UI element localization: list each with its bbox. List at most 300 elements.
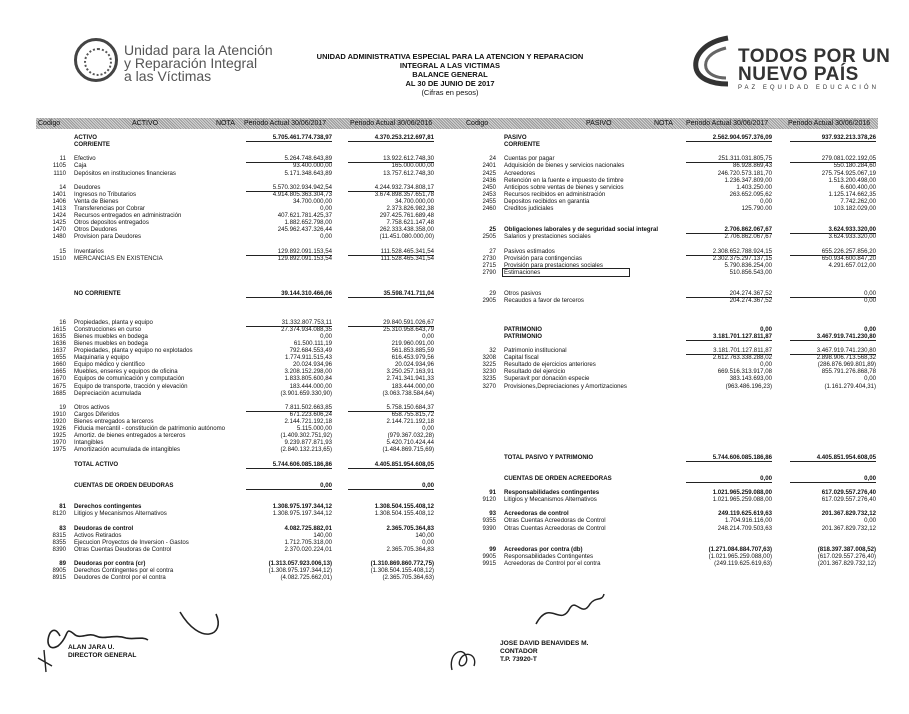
col-actual: Periodo Actual 30/06/2017 xyxy=(244,120,327,127)
prior-period-value: 4.405.851.954.608,05 xyxy=(348,461,434,469)
account-code: 9120 xyxy=(482,496,496,504)
account-code xyxy=(464,212,496,219)
colombia-seal-icon xyxy=(74,38,118,82)
current-period-value: 0,00 xyxy=(686,475,772,483)
prior-period-value: 13.922.612.748,30 xyxy=(348,155,434,163)
government-emblem-icon xyxy=(690,34,730,88)
account-label: Patrimonio institucional xyxy=(504,347,567,354)
prior-period-value: 937.932.213.378,26 xyxy=(790,134,876,142)
account-label: Deudores de Control por el contra xyxy=(74,574,166,582)
prior-period-value: 1.513.200.498,00 xyxy=(828,176,876,184)
account-code: 1660 xyxy=(52,361,66,369)
account-code: 9355 xyxy=(482,517,496,525)
account-label: Derechos Contingentes por el contra xyxy=(74,567,174,575)
current-period-value: (2.840.132.213,65) xyxy=(280,446,332,454)
account-code: 99 xyxy=(489,545,496,553)
current-period-value: 1.021.965.259.088,00 xyxy=(712,496,772,504)
account-code: 24 xyxy=(489,155,496,163)
current-period-value: 140,00 xyxy=(313,531,332,539)
accountant-signature-icon xyxy=(530,588,610,638)
current-period-value: 383.143.693,00 xyxy=(729,375,772,383)
accountant-role: CONTADOR xyxy=(500,648,538,655)
account-label: Estimaciones xyxy=(504,268,541,276)
account-code: 8915 xyxy=(52,574,66,582)
prior-period-value: 1.308.504.155.408,12 xyxy=(374,510,434,518)
current-period-value: (249.119.625.619,63) xyxy=(714,560,772,567)
account-code: 1425 xyxy=(52,219,66,227)
prior-period-value: 0,00 xyxy=(422,425,434,433)
prior-period-value: (1.161.279.404,31) xyxy=(824,382,876,390)
account-code: 8905 xyxy=(52,567,66,575)
account-code: 1413 xyxy=(52,205,66,212)
account-code: 1925 xyxy=(52,432,66,440)
account-code: 2905 xyxy=(482,297,496,305)
current-period-value: 5.705.461.774.738,97 xyxy=(246,134,332,142)
account-label: Otros Deudores xyxy=(74,226,118,234)
current-period-value: (963.486.196,23) xyxy=(725,382,772,390)
account-label: Depósitos en instituciones financieras xyxy=(74,169,176,177)
report-header xyxy=(0,0,909,108)
entity-name xyxy=(124,44,273,83)
current-period-value: (4.082.725.662,01) xyxy=(280,574,332,582)
account-code: 1910 xyxy=(52,410,66,418)
account-label: Provisión para contingencias xyxy=(504,254,582,262)
account-label: Salarios y prestaciones sociales xyxy=(504,233,591,241)
account-code: 89 xyxy=(59,560,66,567)
prior-period-value: 0,00 xyxy=(864,325,876,333)
prior-period-value: 2.741.341.941,33 xyxy=(386,375,434,383)
prior-period-value: 140,00 xyxy=(415,531,434,539)
current-period-value: (1.313.057.923.006,13) xyxy=(268,560,332,567)
account-label: Provisiones,Depreciaciones y Amortizaciones xyxy=(504,382,627,390)
account-code xyxy=(464,418,496,425)
account-label: Amortiz. de bienes entregados a terceros xyxy=(74,432,186,440)
current-period-value: 7.811.502.663,85 xyxy=(246,404,332,412)
prior-period-value: (3.063.738.584,64) xyxy=(382,389,434,397)
prior-period-value: 0,00 xyxy=(864,517,876,525)
account-code xyxy=(464,319,496,326)
account-code xyxy=(464,397,496,404)
account-label: Recursos recibidos en administración xyxy=(504,190,606,198)
account-label: TOTAL PASIVO Y PATRIMONIO xyxy=(504,453,594,461)
prior-period-value: 111.528.465.341,54 xyxy=(348,248,434,256)
prior-period-value: 5.420.710.424,44 xyxy=(386,439,434,447)
slogan-line-2: NUEVO PAÍS xyxy=(738,64,859,85)
account-code xyxy=(464,241,496,248)
account-label: Litigios y Mecanismos Alternativos xyxy=(504,496,597,504)
col-actual-2: Periodo Actual 30/06/2017 xyxy=(686,120,769,127)
prior-period-value: 20.024.934,96 xyxy=(395,361,434,369)
current-period-value: 4.082.725.882,01 xyxy=(284,524,332,532)
current-period-value: 2.144.721.192,18 xyxy=(284,418,332,425)
account-code: 9905 xyxy=(482,552,496,560)
account-code: 1675 xyxy=(52,382,66,390)
account-code: 1470 xyxy=(52,226,66,234)
account-code: 15 xyxy=(59,247,66,255)
current-period-value: 1.403.250.00 xyxy=(736,183,772,191)
account-code xyxy=(464,446,496,453)
account-label: PATRIMONIO xyxy=(504,332,543,340)
account-code: 1970 xyxy=(52,439,66,447)
account-label: Pasivos estimados xyxy=(504,247,555,255)
prior-period-value: 0,00 xyxy=(422,538,434,546)
prior-period-value: (1.484.869.715,69) xyxy=(382,446,434,454)
account-label: Deudoras de control xyxy=(74,524,134,532)
account-code xyxy=(36,461,66,468)
account-label: Transferencias por Cobrar xyxy=(74,205,145,212)
current-period-value: 1.704.916.116,00 xyxy=(725,517,772,525)
account-label: Recaudos a favor de terceros xyxy=(504,297,584,305)
current-period-value: 0,00 xyxy=(760,197,772,205)
account-label: Capital fiscal xyxy=(504,354,539,362)
account-code: 83 xyxy=(59,524,66,532)
account-code xyxy=(464,283,496,290)
col-codigo: Codigo xyxy=(38,120,61,127)
prior-period-value: 0,00 xyxy=(864,375,876,383)
account-code xyxy=(464,148,496,155)
current-period-value: 4.914.805.363.304,73 xyxy=(272,190,332,198)
account-label: Equipos de comunicación y computación xyxy=(74,375,185,383)
prior-period-value: 0,00 xyxy=(348,482,434,490)
prior-period-value: 13.757.612.748,30 xyxy=(383,169,434,177)
prior-period-value: 7.758.621.147,48 xyxy=(386,219,434,227)
account-code: 1637 xyxy=(52,347,66,354)
account-code xyxy=(36,489,66,496)
prior-period-value: 3.250.257.163,91 xyxy=(386,368,434,376)
current-period-value: 31.332.807.753,11 xyxy=(246,319,332,327)
prior-period-value: (2.365.705.364,63) xyxy=(382,574,434,582)
account-label: Otras Cuentas Acreedoras de Control xyxy=(504,517,606,525)
prior-period-value: (617.029.557.276,40) xyxy=(817,552,876,560)
account-label: Bienes muebles en bodega xyxy=(74,339,148,347)
account-code: 11 xyxy=(59,155,66,163)
slogan-line-3: PAZ EQUIDAD EDUCACIÓN xyxy=(738,85,879,91)
account-label: Bienes entregados a terceros xyxy=(74,418,154,425)
prior-period-value: 650.934.600.847,20 xyxy=(821,254,876,262)
account-label: Otros pasivos xyxy=(504,290,542,298)
report-units: (Cifras en pesos) xyxy=(421,88,479,97)
account-label: Inventarios xyxy=(74,247,104,255)
account-code xyxy=(36,397,66,404)
current-period-value: 2.302.375.297.137,15 xyxy=(712,254,772,262)
prior-period-value: 34.700.000,00 xyxy=(395,197,434,205)
current-period-value: 0,00 xyxy=(320,332,332,340)
account-label: Otras Cuentas Deudoras de Control xyxy=(74,545,172,553)
account-code xyxy=(36,141,66,148)
current-period-value: 1.236.347.809,00 xyxy=(724,176,772,184)
prior-period-value: 0,00 xyxy=(790,475,876,483)
prior-period-value: 0,00 xyxy=(422,332,434,340)
account-code xyxy=(464,432,496,439)
account-code xyxy=(36,148,66,155)
account-code: 2460 xyxy=(482,205,496,212)
account-label: Efectivo xyxy=(74,155,96,163)
account-label: Equipo médico y científico xyxy=(74,361,145,369)
entity-line-1: Unidad para la Atención xyxy=(124,42,273,58)
current-period-value: 5.570.302.934.942,54 xyxy=(246,184,332,192)
account-code xyxy=(36,276,66,283)
current-period-value: 5.744.606.085.186,86 xyxy=(246,461,332,469)
current-period-value: (3.901.659.330,90) xyxy=(280,389,332,397)
current-period-value: 248.214.709.503,63 xyxy=(717,524,772,532)
current-period-value: 3.181.701.127.811,87 xyxy=(686,333,772,341)
account-code xyxy=(464,539,496,546)
account-code: 2401 xyxy=(482,162,496,170)
col-pasivo: PASIVO xyxy=(586,120,612,127)
account-code xyxy=(464,404,496,411)
account-code: 3225 xyxy=(482,361,496,369)
account-label: CORRIENTE xyxy=(74,141,110,149)
prior-period-value: (979.367.032,28) xyxy=(387,432,434,440)
report-date: AL 30 DE JUNIO DE 2017 xyxy=(405,79,495,88)
account-label: Venta de Bienes xyxy=(74,197,119,205)
prior-period-value: (1.308.504.155.408,12) xyxy=(370,567,434,575)
report-title-block xyxy=(300,52,600,97)
prior-period-value: 3.674.898.357.651,78 xyxy=(374,190,434,198)
account-label: Adquisición de bienes y servicios nacionales xyxy=(504,162,625,170)
account-label: CORRIENTE xyxy=(504,141,540,149)
current-period-value: 5.264.748.643,89 xyxy=(246,155,332,163)
balance-body xyxy=(0,134,909,614)
prior-period-value: 1.308.504.155.408,12 xyxy=(374,503,434,511)
account-label: CUENTAS DE ORDEN DEUDORAS xyxy=(74,481,174,489)
account-label: Obligaciones laborales y de seguridad social integral xyxy=(504,226,659,234)
prior-period-value: 617.029.557.276,40 xyxy=(821,489,876,496)
account-code xyxy=(464,482,496,489)
account-code: 3235 xyxy=(482,375,496,383)
account-code: 3270 xyxy=(482,382,496,390)
account-code xyxy=(36,134,66,141)
account-label: Construcciones en curso xyxy=(74,325,142,333)
account-code xyxy=(36,517,66,524)
prior-period-value: 297.425.761.689,48 xyxy=(379,212,434,220)
account-label: Otros activos xyxy=(74,403,110,411)
account-code xyxy=(464,439,496,446)
current-period-value: 125.790.00 xyxy=(741,205,772,212)
account-label: Responsabilidades contingentes xyxy=(504,489,600,496)
current-period-value: 2.706.862.067,67 xyxy=(686,226,772,234)
account-code: 2455 xyxy=(482,197,496,205)
account-code: 2505 xyxy=(482,233,496,241)
account-code: 2715 xyxy=(482,261,496,269)
current-period-value: 792.684.553,49 xyxy=(289,347,332,354)
prior-period-value: 25.310.958.643,79 xyxy=(383,325,434,333)
account-code xyxy=(464,468,496,475)
col-activo: ACTIVO xyxy=(132,120,159,127)
account-code: 1110 xyxy=(53,169,66,177)
account-code xyxy=(36,468,66,475)
account-label: Equipo de transporte, tracción y elevación xyxy=(74,382,188,390)
prior-period-value: 29.840.591.026,67 xyxy=(348,319,434,327)
account-code: 2730 xyxy=(482,254,496,262)
current-period-value: 0,00 xyxy=(320,233,332,241)
prior-period-value: 617.029.557.276,40 xyxy=(821,496,876,504)
entity-line-2: y Reparación Integral xyxy=(124,55,258,71)
account-code: 81 xyxy=(59,503,66,511)
account-code xyxy=(464,276,496,283)
prior-period-value: 2.144.721.192,18 xyxy=(386,418,434,425)
current-period-value: (1.271.084.884.707,63) xyxy=(708,545,772,553)
col-nota: NOTA xyxy=(216,120,235,127)
current-period-value: 3.181.701.127.811,87 xyxy=(686,347,772,355)
account-code: 1615 xyxy=(52,325,66,333)
director-signature-icon xyxy=(30,606,240,676)
current-period-value: (1.308.975.197.344,12) xyxy=(268,567,332,575)
report-subtitle: BALANCE GENERAL xyxy=(412,70,488,79)
prior-period-value: 2.898.906.713.568,32 xyxy=(816,354,876,362)
current-period-value: 0,00 xyxy=(760,361,772,369)
prior-period-value: 262.333.438.358,00 xyxy=(379,226,434,234)
account-label: Creditos judiciales xyxy=(504,205,554,212)
account-label: Resultado de ejercicios anteriores xyxy=(504,361,596,369)
account-label: Otros depositos entregados xyxy=(74,219,149,227)
account-label: TOTAL ACTIVO xyxy=(74,460,119,468)
prior-period-value: 1.125.174.662,35 xyxy=(828,190,876,198)
account-code: 9915 xyxy=(482,560,496,567)
account-code xyxy=(36,496,66,503)
prior-period-value: 3.467.919.741.230,80 xyxy=(790,347,876,355)
account-code: 1670 xyxy=(52,375,66,383)
account-code xyxy=(464,304,496,311)
slogan xyxy=(738,48,890,92)
account-code xyxy=(36,297,66,304)
current-period-value: 5.744.606.085.186,86 xyxy=(686,454,772,462)
account-code: 1926 xyxy=(52,425,66,433)
account-label: Acreedoras de control xyxy=(504,510,569,518)
current-period-value: 1.308.975.197.344,12 xyxy=(272,503,332,511)
prior-period-value: 4.244.932.734.808,17 xyxy=(348,184,434,192)
accountant-tp: T.P. 73920-T xyxy=(500,656,537,663)
account-code xyxy=(36,312,66,319)
current-period-value: 510.856.543,00 xyxy=(729,268,772,276)
account-label: Amortización acumulada de intangibles xyxy=(74,446,181,454)
current-period-value: 263.652.095,62 xyxy=(729,190,772,198)
prior-period-value: 201.367.829.732,12 xyxy=(821,524,876,532)
account-code: 25 xyxy=(489,226,496,234)
account-code: 9390 xyxy=(482,524,496,532)
account-label: Caja xyxy=(74,162,87,170)
account-code xyxy=(464,326,496,333)
account-label: Provision para Deudores xyxy=(74,233,142,241)
account-label: Depositos recibidos en garantia xyxy=(504,197,590,205)
account-label: Intangibles xyxy=(74,439,104,447)
account-label: MERCANCIAS EN EXISTENCIA xyxy=(74,254,163,262)
account-code xyxy=(464,475,496,482)
current-period-value: (1.409.302.751,92) xyxy=(280,432,332,440)
prior-period-value: 4.405.851.954.608,05 xyxy=(790,454,876,462)
account-code: 1406 xyxy=(52,197,66,205)
current-period-value: 129.892.091.153,54 xyxy=(277,254,332,262)
prior-period-value: 183.444.000,00 xyxy=(391,382,434,390)
account-label: NO CORRIENTE xyxy=(74,290,121,298)
account-code xyxy=(464,461,496,468)
account-code: 8355 xyxy=(52,538,66,546)
current-period-value: 0,00 xyxy=(246,482,332,490)
account-label: Acreedoras de Control por el contra xyxy=(504,560,601,567)
director-role: DIRECTOR GENERAL xyxy=(68,652,137,659)
current-period-value: 2.308.652.788.924,15 xyxy=(686,248,772,256)
prior-period-value: 3.624.933.320,00 xyxy=(828,233,876,241)
account-label: ACTIVO xyxy=(74,134,98,141)
col-codigo-2: Codigo xyxy=(466,120,489,127)
current-period-value: 246.720.573.181,70 xyxy=(717,169,772,177)
current-period-value: 1.833.805.600,84 xyxy=(284,375,332,383)
account-label: Propiedades, planta y equipo no explotados xyxy=(74,347,193,354)
current-period-value: 3.208.152.298,00 xyxy=(284,368,332,376)
prior-period-value: 550.180.284,60 xyxy=(833,162,876,170)
account-code xyxy=(464,390,496,397)
account-code xyxy=(464,503,496,510)
account-code xyxy=(36,553,66,560)
accountant-name: JOSE DAVID BENAVIDES M. xyxy=(500,640,589,647)
prior-period-value: 5.758.150.684,37 xyxy=(348,404,434,412)
prior-period-value: 219.960.091,00 xyxy=(391,339,434,347)
column-header-bar xyxy=(36,118,878,129)
account-code: 2453 xyxy=(482,190,496,198)
account-code: 91 xyxy=(489,489,496,496)
account-code xyxy=(464,340,496,347)
current-period-value: 61.500.111,19 xyxy=(293,339,332,347)
current-period-value: 251.311.031.805,75 xyxy=(686,155,772,163)
current-period-value: 20.024.934,96 xyxy=(293,361,332,369)
account-code: 1920 xyxy=(52,418,66,425)
account-label: Provisión para prestaciones sociales xyxy=(504,261,603,269)
account-label: Acreedores xyxy=(504,169,536,177)
account-code xyxy=(464,333,496,340)
account-code: 1665 xyxy=(52,368,66,376)
account-label: Otras Cuentas Acreedoras de Control xyxy=(504,524,606,532)
account-code: 1480 xyxy=(52,233,66,241)
prior-period-value: 3.467.919.741.230,80 xyxy=(790,333,876,341)
account-code xyxy=(36,290,66,297)
account-code: 3230 xyxy=(482,368,496,376)
account-code xyxy=(36,241,66,248)
account-label: Derechos contingentes xyxy=(74,503,142,511)
prior-period-value: 2.373.826.982,38 xyxy=(386,205,434,212)
highlight-box xyxy=(502,268,630,277)
account-code xyxy=(36,269,66,276)
prior-period-value: 3.624.933.320,00 xyxy=(790,226,876,234)
current-period-value: 5.790.836.254,00 xyxy=(724,261,772,269)
current-period-value: 93.400.000,00 xyxy=(293,162,332,170)
account-label: Fiducia mercantil - constitución de patrimonio autónomo xyxy=(74,425,226,433)
current-period-value: 245.962.437.326,44 xyxy=(277,226,332,234)
director-name: ALAN JARA U. xyxy=(68,644,115,651)
account-label: Cargos Diferidos xyxy=(74,410,120,418)
current-period-value: 204.274.367,52 xyxy=(686,290,772,298)
current-period-value: 183.444.000,00 xyxy=(289,382,332,390)
current-period-value: 1.021.965.259.088,00 xyxy=(712,489,772,496)
current-period-value: 1.774.911.515,43 xyxy=(285,354,332,362)
current-period-value: 1.712.705.318,00 xyxy=(284,538,332,546)
account-code: 1635 xyxy=(52,332,66,340)
account-code xyxy=(464,312,496,319)
prior-period-value: 201.367.829.732,12 xyxy=(821,510,876,518)
prior-period-value: 655.226.257.856,20 xyxy=(790,248,876,256)
account-label: Depreciación acumulada xyxy=(74,389,142,397)
prior-period-value: 111.528.465.341,54 xyxy=(380,254,434,262)
account-label: Anticipos sobre ventas de bienes y servicios xyxy=(504,183,624,191)
account-label: Bienes muebles en bodega xyxy=(74,332,148,340)
account-code: 32 xyxy=(489,347,496,354)
account-code: 2425 xyxy=(482,169,496,177)
account-label: Muebles, enseres y equipos de oficina xyxy=(74,368,178,376)
account-code: 27 xyxy=(489,247,496,255)
account-code xyxy=(464,425,496,432)
prior-period-value: (818.397.387.008,52) xyxy=(817,545,876,553)
account-code: 19 xyxy=(59,403,66,411)
account-label: Propiedades, planta y equipo xyxy=(74,318,153,326)
